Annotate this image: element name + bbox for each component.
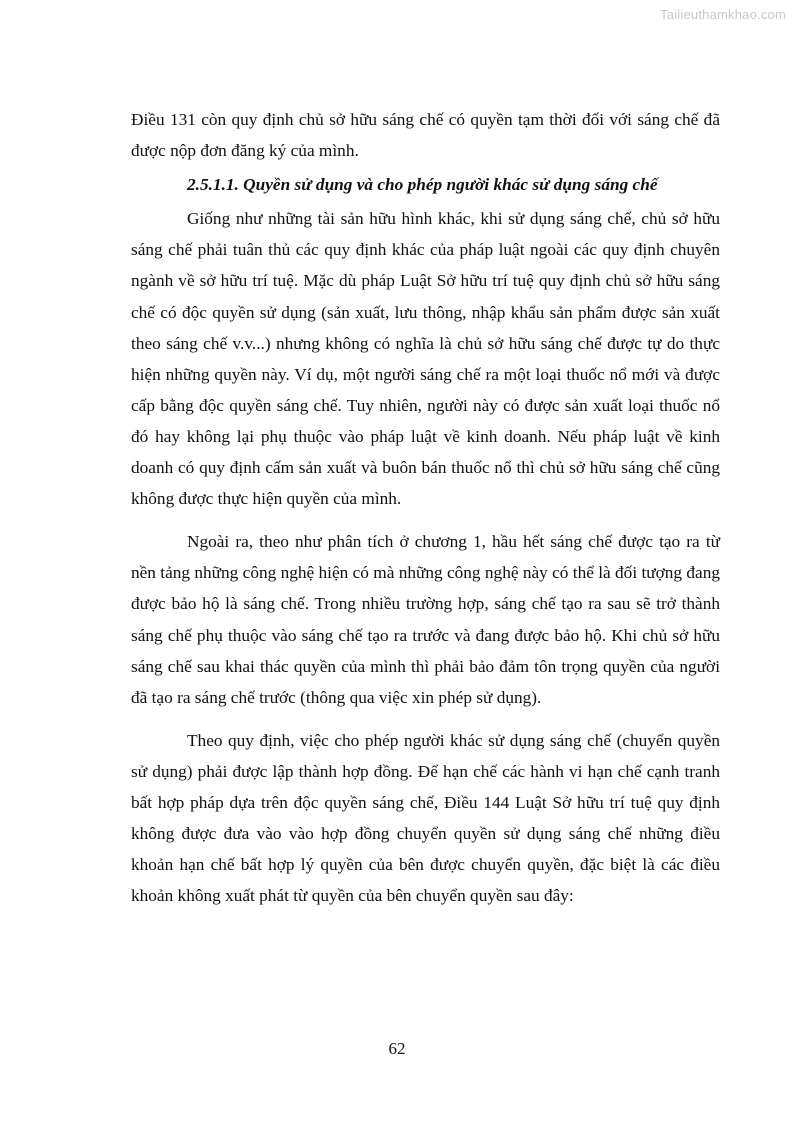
watermark-text: Tailieuthamkhao.com [660,7,786,22]
page-number: 62 [388,1039,406,1058]
document-body [131,104,720,911]
paragraph-intro: Điều 131 còn quy định chủ sở hữu sáng chế có quyền tạm thời đối với sáng chế đã được nộp đơn đăng ký của mình. [131,110,720,161]
paragraph-dependent-inventions: Ngoài ra, theo như phân tích ở chương 1, hầu hết sáng chế được tạo ra từ nền tảng những công nghệ hiện có mà những công nghệ này có thể là đối tượng đang được bảo hộ là sáng chế. Trong nhiều trường hợp, sáng chế tạo ra sau sẽ trở thành sáng chế phụ thuộc vào sáng chế tạo ra trước và đang được bảo hộ. Khi chủ sở hữu sáng chế sau khai thác quyền của mình thì phải bảo đảm tôn trọng quyền của người đã tạo ra sáng chế trước (thông qua việc xin phép sử dụng). [131,532,720,707]
section-heading: 2.5.1.1. Quyền sử dụng và cho phép người khác sử dụng sáng chế [187,175,658,195]
paragraph-usage-rights: Giống như những tài sản hữu hình khác, khi sử dụng sáng chế, chủ sở hữu sáng chế phải tuân thủ các quy định khác của pháp luật ngoài các quy định chuyên ngành về sở hữu trí tuệ. Mặc dù pháp Luật Sở hữu trí tuệ quy định chủ sở hữu sáng chế có độc quyền sử dụng (sản xuất, lưu thông, nhập khẩu sản phẩm được sản xuất theo sáng chế v.v...) nhưng không có nghĩa là chủ sở hữu sáng chế được tự do thực hiện những quyền này. Ví dụ, một người sáng chế ra một loại thuốc nổ mới và được cấp bằng độc quyền sáng chế. Tuy nhiên, người này có được sản xuất loại thuốc nổ đó hay không lại phụ thuộc vào pháp luật về kinh doanh. Nếu pháp luật về kinh doanh có quy định cấm sản xuất và buôn bán thuốc nổ thì chủ sở hữu sáng chế cũng không được thực hiện quyền của mình. [131,209,720,509]
paragraph-license-contract: Theo quy định, việc cho phép người khác sử dụng sáng chế (chuyển quyền sử dụng) phải được lập thành hợp đồng. Để hạn chế các hành vi hạn chế cạnh tranh bất hợp pháp dựa trên độc quyền sáng chế, Điều 144 Luật Sở hữu trí tuệ quy định không được đưa vào vào hợp đồng chuyển quyền sử dụng sáng chế những điều khoản hạn chế bất hợp lý quyền của bên được chuyển quyền, đặc biệt là các điều khoản không xuất phát từ quyền của bên chuyển quyền sau đây: [131,730,720,906]
